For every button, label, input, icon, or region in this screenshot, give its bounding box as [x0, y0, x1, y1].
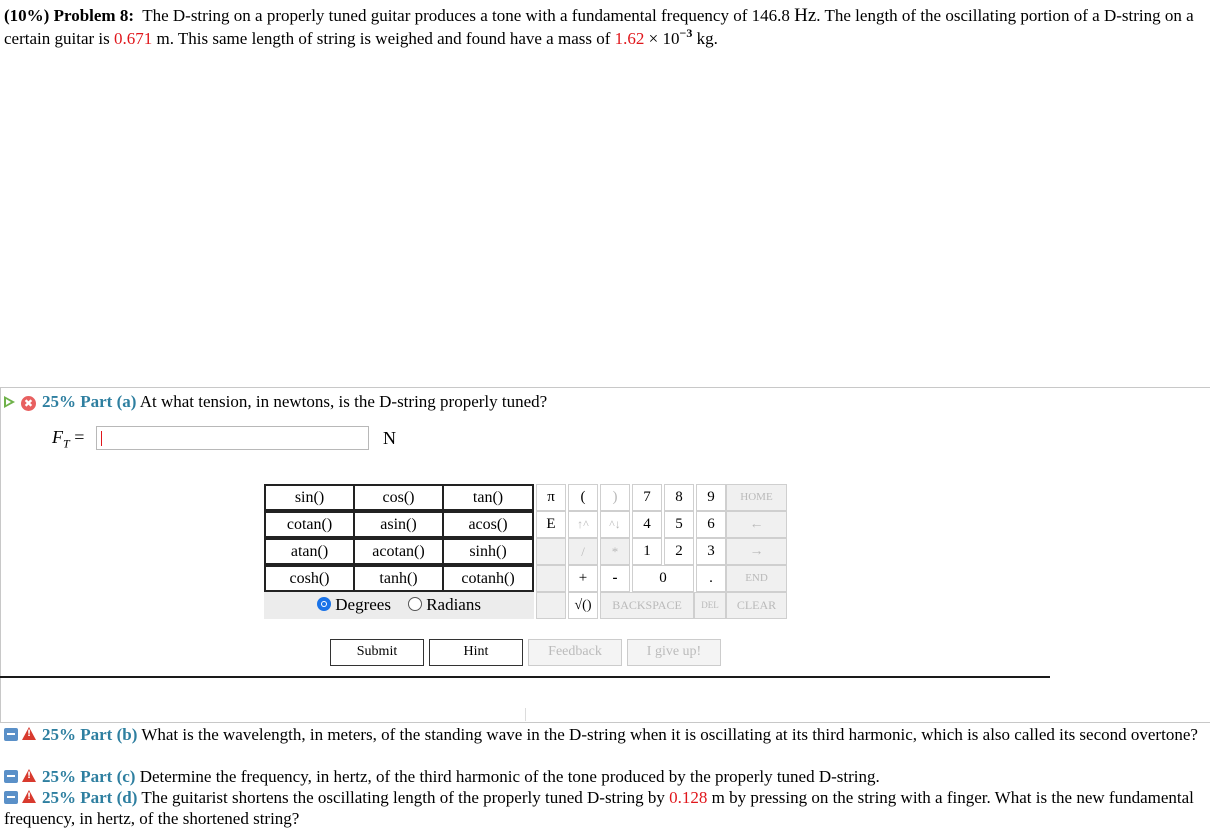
- mass-unit: kg: [696, 29, 714, 48]
- left-paren-button[interactable]: (: [568, 484, 598, 511]
- part-b-row[interactable]: [4, 724, 1206, 745]
- part-c-percent: 25% Part (c): [42, 767, 136, 786]
- part-a-percent: 25% Part (a): [42, 392, 137, 411]
- digit-5-button[interactable]: 5: [664, 511, 694, 538]
- radians-radio[interactable]: [408, 597, 422, 611]
- sinh-button[interactable]: sinh(): [442, 538, 534, 565]
- sin-button[interactable]: sin(): [264, 484, 355, 511]
- digit-6-button[interactable]: 6: [696, 511, 726, 538]
- delete-button[interactable]: DEL: [694, 592, 726, 619]
- length-unit: m: [156, 29, 170, 48]
- part-b-percent: 25% Part (b): [42, 725, 138, 744]
- frequency-value: 146.8: [751, 6, 790, 25]
- collapse-icon[interactable]: [4, 728, 18, 741]
- digit-3-button[interactable]: 3: [696, 538, 726, 565]
- clear-button[interactable]: CLEAR: [726, 592, 787, 619]
- digit-4-button[interactable]: 4: [632, 511, 662, 538]
- cursor-right-button[interactable]: →: [726, 538, 787, 565]
- plus-button[interactable]: +: [568, 565, 598, 592]
- answer-unit: N: [383, 428, 396, 448]
- end-button[interactable]: END: [726, 565, 787, 592]
- blank-key-2: [536, 565, 566, 592]
- blank-key: [536, 538, 566, 565]
- acotan-button[interactable]: acotan(): [353, 538, 444, 565]
- minus-button[interactable]: -: [600, 565, 630, 592]
- angle-mode-selector: [264, 592, 534, 619]
- tension-answer-input[interactable]: [96, 426, 369, 450]
- power-down-button[interactable]: ^↓: [600, 511, 630, 538]
- pi-button[interactable]: π: [536, 484, 566, 511]
- divider-tick: [525, 708, 526, 721]
- hint-button[interactable]: Hint: [429, 639, 523, 666]
- backspace-button[interactable]: BACKSPACE: [600, 592, 694, 619]
- power-up-button[interactable]: ↑^: [568, 511, 598, 538]
- digit-2-button[interactable]: 2: [664, 538, 694, 565]
- mass-exponent: −3: [679, 26, 693, 40]
- problem-statement: [4, 4, 1204, 50]
- radians-label: Radians: [426, 595, 481, 614]
- part-d-question-1: The guitarist shortens the oscillating length of the properly tuned D-string by: [141, 788, 665, 807]
- mass-times: × 10: [648, 29, 680, 48]
- part-a-question: At what tension, in newtons, is the D-string properly tuned?: [139, 392, 548, 411]
- asin-button[interactable]: asin(): [353, 511, 444, 538]
- acos-button[interactable]: acos(): [442, 511, 534, 538]
- right-paren-button[interactable]: ): [600, 484, 630, 511]
- problem-text-2: . The length of the oscillating portion of a D-string on a certain guitar is: [4, 6, 1194, 48]
- answer-label-symbol: F: [52, 427, 63, 447]
- part-d-percent: 25% Part (d): [42, 788, 138, 807]
- blank-key-3: [536, 592, 566, 619]
- cursor-left-button[interactable]: ←: [726, 511, 787, 538]
- tan-button[interactable]: tan(): [442, 484, 534, 511]
- feedback-area: [0, 678, 1210, 723]
- answer-label: [52, 427, 84, 452]
- feedback-button[interactable]: Feedback: [528, 639, 622, 666]
- decimal-button[interactable]: .: [696, 565, 726, 592]
- text-cursor: [101, 431, 102, 446]
- degrees-label: Degrees: [335, 595, 391, 614]
- atan-button[interactable]: atan(): [264, 538, 355, 565]
- collapse-icon[interactable]: [4, 770, 18, 783]
- home-button[interactable]: HOME: [726, 484, 787, 511]
- part-c-question: Determine the frequency, in hertz, of the third harmonic of the tone produced by the properly tuned D-string.: [139, 767, 880, 786]
- incorrect-icon: ✖: [21, 396, 36, 411]
- problem-prefix: (10%) Problem 8:: [4, 6, 134, 25]
- collapse-icon[interactable]: [4, 791, 18, 804]
- cotan-button[interactable]: cotan(): [264, 511, 355, 538]
- frequency-unit: Hz: [794, 5, 817, 26]
- multiply-button[interactable]: *: [600, 538, 630, 565]
- part-d-unit: m: [711, 788, 725, 807]
- warning-icon: [22, 790, 36, 803]
- digit-8-button[interactable]: 8: [664, 484, 694, 511]
- answer-label-subscript: T: [63, 436, 70, 451]
- part-d-question-2: by pressing on the string with a finger. What is the new fundamental frequency, in hertz, of the shortened string?: [4, 788, 1194, 828]
- warning-icon: [22, 727, 36, 740]
- cosh-button[interactable]: cosh(): [264, 565, 355, 592]
- cotanh-button[interactable]: cotanh(): [442, 565, 534, 592]
- submit-button[interactable]: Submit: [330, 639, 424, 666]
- part-c-row[interactable]: [4, 766, 1206, 787]
- digit-9-button[interactable]: 9: [696, 484, 726, 511]
- expand-arrow-icon[interactable]: [4, 396, 15, 408]
- digit-0-button[interactable]: 0: [632, 565, 694, 592]
- problem-text-3: . This same length of string is weighed and found have a mass of: [169, 29, 611, 48]
- mass-value: 1.62: [614, 29, 645, 48]
- digit-1-button[interactable]: 1: [632, 538, 662, 565]
- give-up-button[interactable]: I give up!: [627, 639, 721, 666]
- tanh-button[interactable]: tanh(): [353, 565, 444, 592]
- sqrt-button[interactable]: √(): [568, 592, 598, 619]
- degrees-radio[interactable]: [317, 597, 331, 611]
- divide-button[interactable]: /: [568, 538, 598, 565]
- warning-icon: [22, 769, 36, 782]
- exp-button[interactable]: E: [536, 511, 566, 538]
- answer-label-equals: =: [74, 427, 85, 447]
- cos-button[interactable]: cos(): [353, 484, 444, 511]
- problem-end: .: [713, 29, 718, 48]
- part-b-question: What is the wavelength, in meters, of the standing wave in the D-string when it is oscillating at its third harmonic, which is also called its second overtone?: [141, 725, 1198, 744]
- problem-text-1: The D-string on a properly tuned guitar produces a tone with a fundamental frequency of: [142, 6, 748, 25]
- part-a-header[interactable]: [4, 391, 547, 413]
- part-d-row[interactable]: [4, 787, 1206, 829]
- length-value: 0.671: [114, 29, 153, 48]
- part-d-value: 0.128: [669, 788, 708, 807]
- digit-7-button[interactable]: 7: [632, 484, 662, 511]
